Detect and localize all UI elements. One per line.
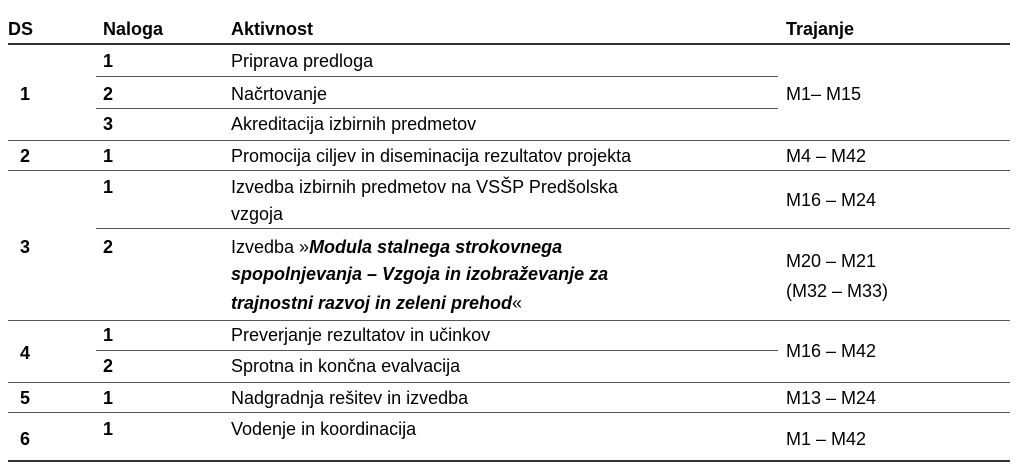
naloga-2-1: 1: [103, 146, 114, 166]
group-divider: [8, 140, 1010, 141]
aktivnost-3-2-bold-2: spopolnjevanja – Vzgoja in izobraževanje za: [231, 264, 609, 284]
ds-4: 4: [20, 343, 31, 363]
group-divider: [8, 320, 1010, 321]
aktivnost-1-2: Načrtovanje: [231, 84, 328, 104]
trajanje-5: M13 – M24: [786, 388, 877, 408]
aktivnost-3-2-line2: [231, 263, 608, 285]
trajanje-3-1: M16 – M24: [786, 190, 877, 210]
aktivnost-2-1: Promocija ciljev in diseminacija rezultatov projekta: [231, 146, 632, 166]
header-trajanje: Trajanje: [786, 19, 855, 39]
aktivnost-3-2-suffix: «: [512, 293, 523, 313]
aktivnost-3-2-line3: [231, 292, 522, 314]
trajanje-6: M1 – M42: [786, 429, 867, 449]
trajanje-3-2-line1: M20 – M21: [786, 251, 877, 271]
naloga-3-2: 2: [103, 237, 114, 257]
naloga-1-1: 1: [103, 51, 114, 71]
aktivnost-3-2-bold-1: Modula stalnega strokovnega: [309, 237, 563, 257]
naloga-1-3: 3: [103, 114, 114, 134]
aktivnost-4-1: Preverjanje rezultatov in učinkov: [231, 325, 491, 345]
aktivnost-5-1: Nadgradnja rešitev in izvedba: [231, 388, 469, 408]
bottom-rule: [8, 460, 1010, 462]
aktivnost-1-1: Priprava predloga: [231, 51, 374, 71]
aktivnost-6-1: Vodenje in koordinacija: [231, 419, 417, 439]
aktivnost-1-3: Akreditacija izbirnih predmetov: [231, 114, 477, 134]
row-divider: [96, 350, 778, 351]
naloga-3-1: 1: [103, 177, 114, 197]
ds-6: 6: [20, 429, 31, 449]
trajanje-1: M1– M15: [786, 84, 862, 104]
ds-2: 2: [20, 146, 31, 166]
naloga-4-2: 2: [103, 356, 114, 376]
aktivnost-4-2: Sprotna in končna evalvacija: [231, 356, 461, 376]
row-divider: [96, 228, 1010, 229]
ds-5: 5: [20, 388, 31, 408]
naloga-1-2: 2: [103, 84, 114, 104]
trajanje-2: M4 – M42: [786, 146, 867, 166]
aktivnost-3-1-line2: vzgoja: [231, 204, 284, 224]
group-divider: [8, 170, 1010, 171]
naloga-5-1: 1: [103, 388, 114, 408]
header-rule: [8, 43, 1010, 45]
ds-1: 1: [20, 84, 31, 104]
aktivnost-3-2-line1: [231, 236, 562, 258]
aktivnost-3-1-line1: Izvedba izbirnih predmetov na VSŠP Predšolska: [231, 177, 618, 197]
aktivnost-3-2-prefix: Izvedba »: [231, 237, 310, 257]
aktivnost-3-2-bold-3: trajnostni razvoj in zeleni prehod: [231, 293, 513, 313]
row-divider: [96, 76, 778, 77]
ds-3: 3: [20, 237, 31, 257]
row-divider: [96, 108, 778, 109]
header-ds: DS: [8, 19, 34, 39]
naloga-6-1: 1: [103, 419, 114, 439]
trajanje-3-2-line2: (M32 – M33): [786, 281, 889, 301]
naloga-4-1: 1: [103, 325, 114, 345]
header-aktivnost: Aktivnost: [231, 19, 314, 39]
group-divider: [8, 412, 1010, 413]
header-naloga: Naloga: [103, 19, 164, 39]
trajanje-4: M16 – M42: [786, 341, 877, 361]
group-divider: [8, 382, 1010, 383]
